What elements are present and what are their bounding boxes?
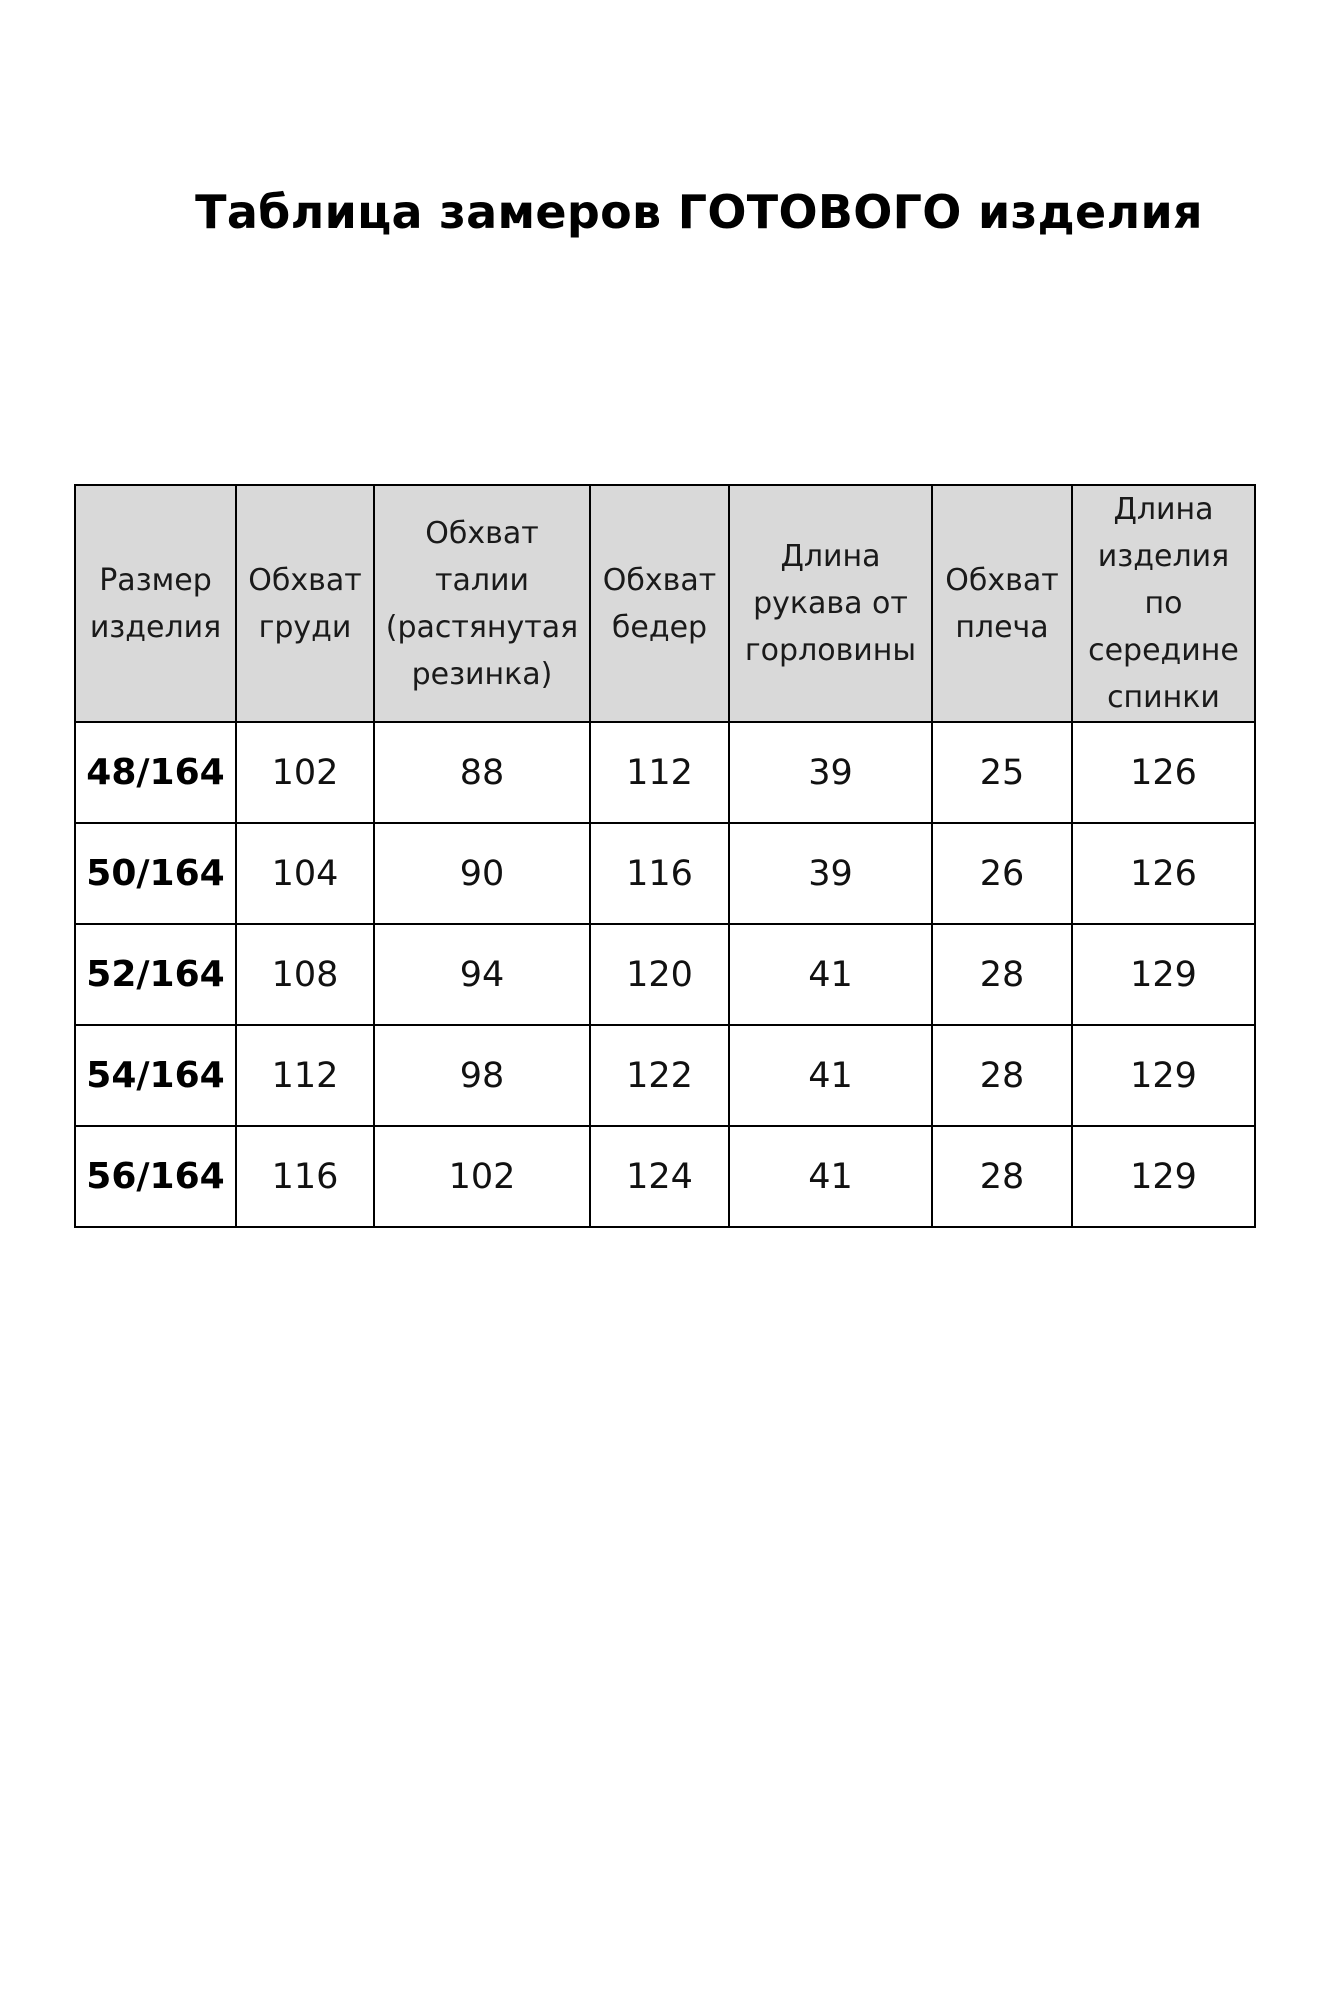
table-row — [75, 823, 1255, 924]
header-length — [1072, 485, 1255, 722]
table-row — [75, 1025, 1255, 1126]
header-shoulder-label: Обхват плеча — [945, 562, 1059, 645]
sleeve-cell: 41 — [729, 924, 932, 1025]
length-cell: 129 — [1072, 1126, 1255, 1227]
chest-cell: 116 — [236, 1126, 374, 1227]
length-cell: 126 — [1072, 722, 1255, 823]
header-sleeve-label: Длина рукава от горловины — [744, 539, 917, 668]
shoulder-cell: 26 — [932, 823, 1072, 924]
length-cell: 126 — [1072, 823, 1255, 924]
page-title: Таблица замеров ГОТОВОГО изделия — [195, 185, 1203, 239]
shoulder-cell: 25 — [932, 722, 1072, 823]
size-cell: 52/164 — [75, 924, 236, 1025]
waist-cell: 90 — [374, 823, 590, 924]
shoulder-cell: 28 — [932, 1025, 1072, 1126]
size-cell: 56/164 — [75, 1126, 236, 1227]
sleeve-cell: 39 — [729, 722, 932, 823]
chest-cell: 104 — [236, 823, 374, 924]
size-cell: 48/164 — [75, 722, 236, 823]
chest-cell: 112 — [236, 1025, 374, 1126]
length-cell: 129 — [1072, 1025, 1255, 1126]
header-size-label: Размер изделия — [89, 562, 222, 645]
hips-cell: 116 — [590, 823, 729, 924]
table-row — [75, 722, 1255, 823]
hips-cell: 120 — [590, 924, 729, 1025]
header-hips-label: Обхват бедер — [602, 562, 717, 645]
shoulder-cell: 28 — [932, 1126, 1072, 1227]
shoulder-cell: 28 — [932, 924, 1072, 1025]
waist-cell: 88 — [374, 722, 590, 823]
waist-cell: 94 — [374, 924, 590, 1025]
header-length-label: Длина изделия по середине спинки — [1088, 492, 1239, 715]
hips-cell: 112 — [590, 722, 729, 823]
header-size — [75, 485, 236, 722]
chest-cell: 108 — [236, 924, 374, 1025]
hips-cell: 122 — [590, 1025, 729, 1126]
header-sleeve — [729, 485, 932, 722]
size-table — [74, 484, 1256, 1228]
waist-cell: 102 — [374, 1126, 590, 1227]
table-row — [75, 1126, 1255, 1227]
length-cell: 129 — [1072, 924, 1255, 1025]
size-cell: 50/164 — [75, 823, 236, 924]
header-waist-label: Обхват талии (растянутая резинка) — [385, 515, 579, 692]
header-chest — [236, 485, 374, 722]
sleeve-cell: 41 — [729, 1025, 932, 1126]
table-header-row — [75, 485, 1255, 722]
header-chest-label: Обхват груди — [248, 562, 362, 645]
sleeve-cell: 39 — [729, 823, 932, 924]
waist-cell: 98 — [374, 1025, 590, 1126]
chest-cell: 102 — [236, 722, 374, 823]
header-shoulder — [932, 485, 1072, 722]
size-cell: 54/164 — [75, 1025, 236, 1126]
hips-cell: 124 — [590, 1126, 729, 1227]
header-waist — [374, 485, 590, 722]
header-hips — [590, 485, 729, 722]
sleeve-cell: 41 — [729, 1126, 932, 1227]
table-row — [75, 924, 1255, 1025]
